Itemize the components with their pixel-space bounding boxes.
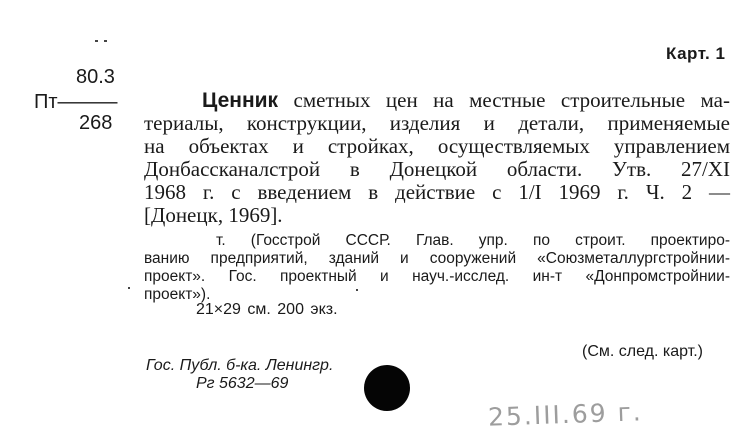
entry-line-4: Донбассканалстрой в Донецкой области. Утв. 27/XI	[144, 157, 730, 181]
entry-line-2: териалы, конструкции, изделия и детали, применяемые	[144, 111, 730, 135]
see-next-card-note: (См. след. карт.)	[582, 343, 704, 360]
publisher-note	[144, 232, 730, 304]
publisher-line-2: ванию предприятий, зданий и сооружений «Союзметаллургстройнии-	[144, 250, 730, 267]
entry-line-3: на объектах и стройках, осуществляемых управлением	[144, 134, 730, 158]
card-number-label: Карт. 1	[666, 44, 726, 63]
card-punch-hole	[364, 365, 410, 411]
entry-title-word: Ценник	[202, 89, 279, 112]
classification-line: Пт———	[34, 91, 118, 113]
entry-line-5: 1968 г. с введением в действие с 1/I 1969 г. Ч. 2 —	[144, 180, 730, 204]
library-name: Гос. Публ. б-ка. Ленингр.	[146, 357, 334, 374]
ink-speck	[356, 289, 358, 291]
bibliographic-entry	[144, 89, 730, 227]
ink-speck	[128, 287, 130, 289]
entry-line-1	[144, 89, 730, 112]
format-and-print-run: 21×29 см. 200 экз.	[196, 301, 338, 318]
date-stamp: 25.III.69 г.	[487, 397, 644, 432]
classification-top: 80.3	[76, 66, 115, 88]
publisher-line-3: проект». Гос. проектный и науч.-исслед. ин-т «Донпромстройнии-	[144, 268, 730, 285]
publisher-line-1: т. (Госстрой СССР. Глав. упр. по строит. проектиро-	[216, 232, 730, 249]
classification-bottom: 268	[79, 112, 113, 134]
ink-speck	[95, 40, 98, 42]
ink-speck	[104, 40, 107, 42]
entry-line-6: [Донецк, 1969].	[144, 203, 283, 227]
publisher-line-4: проект»).	[144, 286, 211, 303]
entry-line-text: сметных цен на местные строительные ма-	[293, 88, 730, 112]
order-number: Рг 5632—69	[196, 375, 289, 392]
